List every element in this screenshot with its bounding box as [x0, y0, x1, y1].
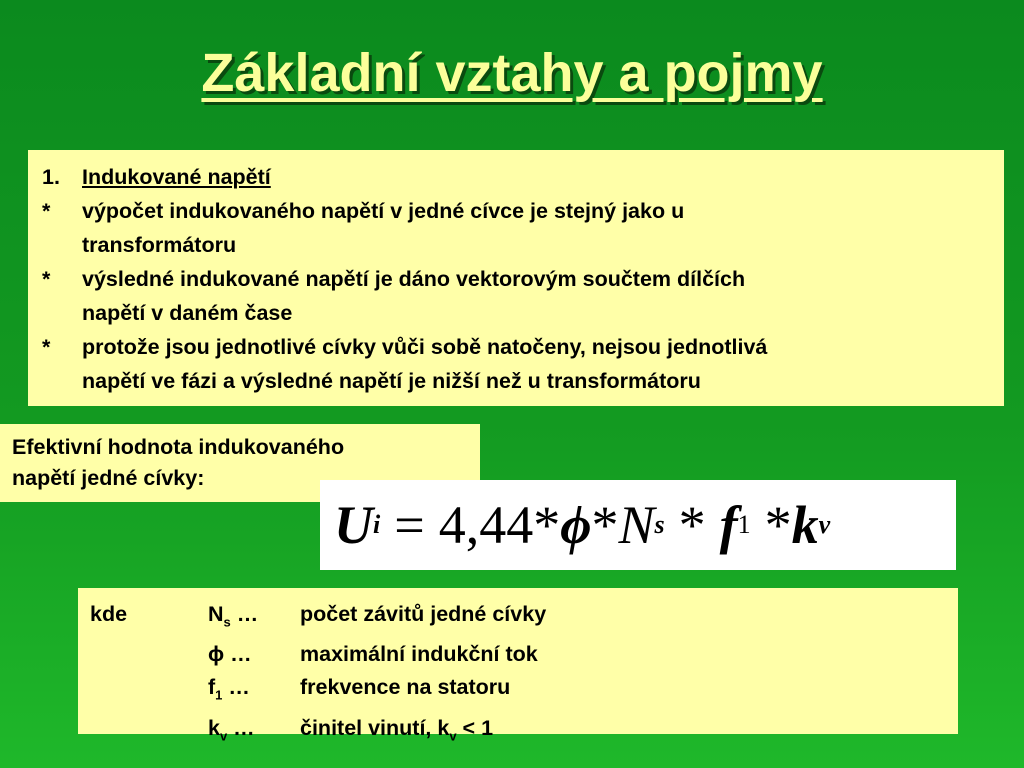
formula-multiply: *	[591, 495, 619, 555]
bullet-text: výsledné indukované napětí je dáno vektorovým součtem dílčích napětí v daném čase	[82, 267, 746, 325]
section-heading-text: Indukované napětí	[82, 165, 271, 189]
legend-kde: kde	[90, 602, 128, 626]
formula-multiply: *	[764, 495, 792, 555]
legend-row	[90, 598, 946, 638]
legend-row	[90, 712, 946, 752]
formula-coefficient: 4,44	[438, 495, 534, 555]
formula-multiply: *	[533, 495, 561, 555]
symbol-legend	[78, 588, 958, 743]
formula-k: k	[791, 495, 819, 555]
section-heading	[42, 160, 990, 194]
bullet-item	[42, 262, 990, 330]
legend-description: počet závitů jedné cívky	[300, 602, 547, 626]
legend-description: činitel vinutí, $k_v < 1$	[300, 715, 494, 743]
formula-n: N	[618, 495, 655, 555]
formula-n-sub: s	[654, 510, 665, 539]
bullet-text: výpočet indukovaného napětí v jedné cívce je stejný jako u transformátoru	[82, 199, 685, 257]
bullet-text: protože jsou jednotlivé cívky vůči sobě natočeny, nejsou jednotlivá napětí ve fázi a výsledné napětí je nižší než u transformátoru	[82, 335, 768, 393]
legend-symbol: $k_v$ …	[208, 715, 255, 743]
bullet-marker: *	[42, 267, 51, 291]
bullet-item	[42, 330, 990, 398]
legend-description: maximální indukční tok	[300, 642, 538, 667]
page-title: Základní vztahy a pojmy	[201, 43, 823, 103]
legend-symbol: $f_1$ …	[208, 675, 250, 703]
formula-phi: ϕ	[560, 495, 592, 555]
definitions-box	[28, 150, 1004, 406]
formula-f: f	[719, 495, 738, 555]
bullet-marker: *	[42, 199, 51, 223]
bullet-item	[42, 194, 990, 262]
legend-description: frekvence na statoru	[300, 675, 511, 700]
legend-row	[90, 671, 946, 711]
legend-symbol: ϕ …	[208, 642, 252, 667]
formula-equals: =	[394, 495, 425, 555]
bullet-marker: *	[42, 335, 51, 359]
formula-u: U	[334, 495, 373, 555]
section-number: 1.	[42, 165, 60, 189]
legend-symbol: $N_s$ …	[208, 602, 259, 630]
formula-multiply: *	[678, 495, 706, 555]
formula-u-sub: i	[373, 510, 381, 539]
effective-line-2: napětí jedné cívky:	[12, 466, 205, 490]
voltage-formula	[320, 480, 956, 570]
formula-f-sub: 1	[737, 510, 751, 539]
formula-k-sub: v	[818, 510, 831, 539]
legend-row	[90, 638, 946, 671]
effective-line-1: Efektivní hodnota indukovaného	[12, 435, 345, 459]
